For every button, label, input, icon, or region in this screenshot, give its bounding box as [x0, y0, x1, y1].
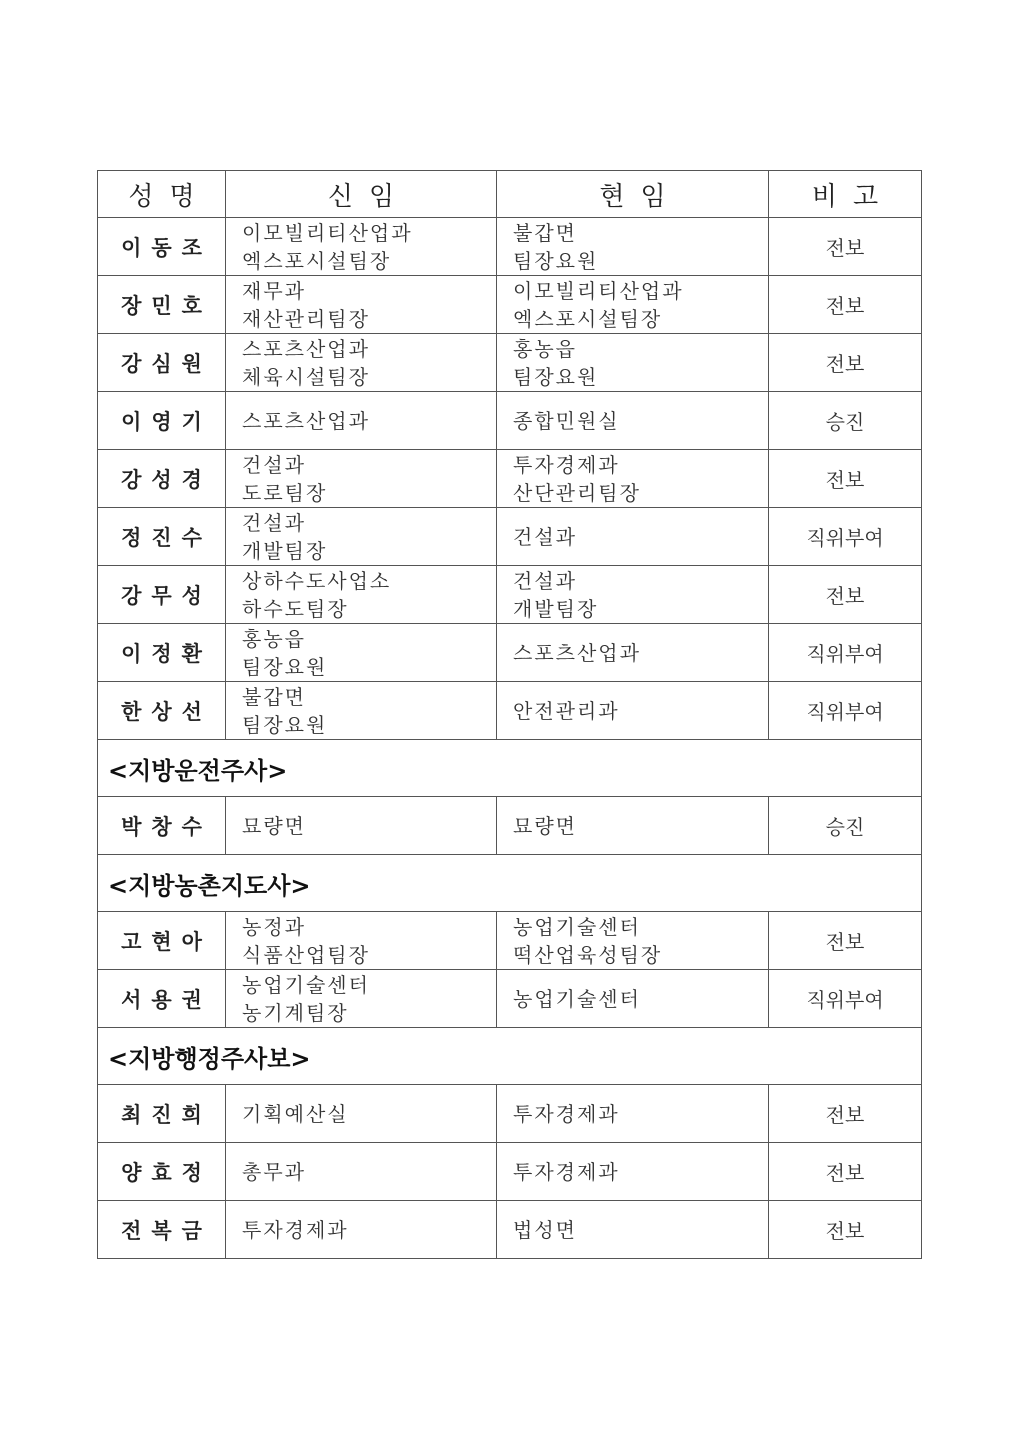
table-row	[98, 797, 922, 855]
table-row	[98, 566, 922, 624]
position-line: 불갑면	[242, 684, 306, 709]
position-line: 농정과	[242, 914, 306, 939]
person-name	[98, 566, 226, 624]
position-line: 개발팀장	[242, 538, 328, 563]
position-line: 식품산업팀장	[242, 942, 370, 967]
position-line: 스포츠산업과	[242, 408, 370, 433]
position-line: 농업기술센터	[513, 986, 641, 1011]
person-name-text: 이영기	[121, 409, 212, 434]
new-post-cell	[226, 1201, 497, 1259]
position-line: 건설과	[242, 452, 306, 477]
position-line: 농업기술센터	[242, 972, 370, 997]
person-name-text: 양효정	[121, 1160, 212, 1185]
position-line: 묘량면	[513, 813, 577, 838]
position-line: 스포츠산업과	[242, 336, 370, 361]
position-line: 하수도팀장	[242, 596, 349, 621]
position-line: 홍농읍	[513, 336, 577, 361]
person-name-text: 한상선	[121, 699, 212, 724]
position-line: 건설과	[513, 524, 577, 549]
position-line: 상하수도사업소	[242, 568, 392, 593]
person-name	[98, 682, 226, 740]
table-row	[98, 682, 922, 740]
new-post-cell	[226, 218, 497, 276]
current-post-cell	[497, 970, 769, 1028]
note-cell: 전보	[769, 450, 922, 508]
note-cell: 전보	[769, 912, 922, 970]
note-cell: 전보	[769, 218, 922, 276]
position-line: 홍농읍	[242, 626, 306, 651]
current-post-cell	[497, 682, 769, 740]
note-cell: 직위부여	[769, 624, 922, 682]
person-name	[98, 392, 226, 450]
person-name	[98, 508, 226, 566]
section-title: <지방행정주사보>	[98, 1028, 922, 1085]
table-row	[98, 392, 922, 450]
current-post-cell	[497, 1085, 769, 1143]
new-post-cell	[226, 334, 497, 392]
note-cell: 직위부여	[769, 682, 922, 740]
table-row	[98, 334, 922, 392]
table-row	[98, 218, 922, 276]
section-header-row	[98, 1028, 922, 1085]
person-name	[98, 912, 226, 970]
person-name-text: 최진희	[121, 1102, 212, 1127]
table-row	[98, 1085, 922, 1143]
position-line: 총무과	[242, 1159, 306, 1184]
position-line: 팀장요원	[242, 654, 328, 679]
person-name-text: 장민호	[121, 293, 212, 318]
new-post-cell	[226, 508, 497, 566]
position-line: 엑스포시설팀장	[513, 306, 663, 331]
current-post-cell	[497, 334, 769, 392]
person-name-text: 박창수	[121, 814, 212, 839]
person-name-text: 강성경	[121, 467, 212, 492]
section-title: <지방운전주사>	[98, 740, 922, 797]
table-row	[98, 1143, 922, 1201]
current-post-cell	[497, 1201, 769, 1259]
current-post-cell	[497, 1143, 769, 1201]
current-post-cell	[497, 392, 769, 450]
header-note: 비고	[769, 171, 922, 218]
position-line: 재산관리팀장	[242, 306, 370, 331]
section-title: <지방농촌지도사>	[98, 855, 922, 912]
position-line: 묘량면	[242, 813, 306, 838]
table-row	[98, 912, 922, 970]
new-post-cell	[226, 566, 497, 624]
person-name	[98, 1143, 226, 1201]
position-line: 투자경제과	[242, 1217, 349, 1242]
position-line: 투자경제과	[513, 1101, 620, 1126]
table-row	[98, 276, 922, 334]
position-line: 안전관리과	[513, 698, 620, 723]
table-header-row	[98, 171, 922, 218]
personnel-table	[97, 170, 922, 1259]
new-post-cell	[226, 970, 497, 1028]
header-name: 성명	[98, 171, 226, 218]
person-name	[98, 970, 226, 1028]
person-name-text: 강심원	[121, 351, 212, 376]
person-name-text: 이정환	[121, 641, 212, 666]
current-post-cell	[497, 566, 769, 624]
new-post-cell	[226, 912, 497, 970]
person-name	[98, 450, 226, 508]
person-name	[98, 1085, 226, 1143]
new-post-cell	[226, 1143, 497, 1201]
position-line: 투자경제과	[513, 452, 620, 477]
new-post-cell	[226, 797, 497, 855]
position-line: 종합민원실	[513, 408, 620, 433]
person-name-text: 강무성	[121, 583, 212, 608]
position-line: 건설과	[242, 510, 306, 535]
position-line: 불갑면	[513, 220, 577, 245]
person-name	[98, 218, 226, 276]
new-post-cell	[226, 682, 497, 740]
person-name	[98, 797, 226, 855]
position-line: 농기계팀장	[242, 1000, 349, 1025]
header-new-post: 신임	[226, 171, 497, 218]
position-line: 체육시설팀장	[242, 364, 370, 389]
current-post-cell	[497, 276, 769, 334]
note-cell: 전보	[769, 1085, 922, 1143]
person-name-text: 고현아	[121, 929, 212, 954]
position-line: 재무과	[242, 278, 306, 303]
person-name-text: 서용권	[121, 987, 212, 1012]
table-row	[98, 508, 922, 566]
new-post-cell	[226, 276, 497, 334]
section-header-row	[98, 740, 922, 797]
position-line: 산단관리팀장	[513, 480, 641, 505]
new-post-cell	[226, 392, 497, 450]
note-cell: 승진	[769, 392, 922, 450]
position-line: 팀장요원	[513, 364, 599, 389]
new-post-cell	[226, 450, 497, 508]
position-line: 이모빌리티산업과	[513, 278, 684, 303]
position-line: 농업기술센터	[513, 914, 641, 939]
table-row	[98, 970, 922, 1028]
position-line: 건설과	[513, 568, 577, 593]
person-name-text: 이동조	[121, 235, 212, 260]
person-name	[98, 624, 226, 682]
current-post-cell	[497, 912, 769, 970]
note-cell: 승진	[769, 797, 922, 855]
note-cell: 직위부여	[769, 970, 922, 1028]
current-post-cell	[497, 797, 769, 855]
position-line: 스포츠산업과	[513, 640, 641, 665]
position-line: 떡산업육성팀장	[513, 942, 663, 967]
current-post-cell	[497, 218, 769, 276]
position-line: 도로팀장	[242, 480, 328, 505]
position-line: 팀장요원	[242, 712, 328, 737]
table-row	[98, 1201, 922, 1259]
position-line: 개발팀장	[513, 596, 599, 621]
personnel-table-body	[98, 171, 922, 1259]
header-current-post: 현임	[497, 171, 769, 218]
table-row	[98, 450, 922, 508]
new-post-cell	[226, 1085, 497, 1143]
person-name-text: 정진수	[121, 525, 212, 550]
current-post-cell	[497, 508, 769, 566]
person-name	[98, 276, 226, 334]
position-line: 이모빌리티산업과	[242, 220, 413, 245]
note-cell: 전보	[769, 334, 922, 392]
note-cell: 직위부여	[769, 508, 922, 566]
person-name	[98, 334, 226, 392]
section-header-row	[98, 855, 922, 912]
note-cell: 전보	[769, 566, 922, 624]
current-post-cell	[497, 624, 769, 682]
person-name-text: 전복금	[121, 1218, 212, 1243]
new-post-cell	[226, 624, 497, 682]
table-row	[98, 624, 922, 682]
note-cell: 전보	[769, 1201, 922, 1259]
note-cell: 전보	[769, 1143, 922, 1201]
note-cell: 전보	[769, 276, 922, 334]
position-line: 법성면	[513, 1217, 577, 1242]
position-line: 엑스포시설팀장	[242, 248, 392, 273]
current-post-cell	[497, 450, 769, 508]
position-line: 투자경제과	[513, 1159, 620, 1184]
person-name	[98, 1201, 226, 1259]
position-line: 팀장요원	[513, 248, 599, 273]
position-line: 기획예산실	[242, 1101, 349, 1126]
